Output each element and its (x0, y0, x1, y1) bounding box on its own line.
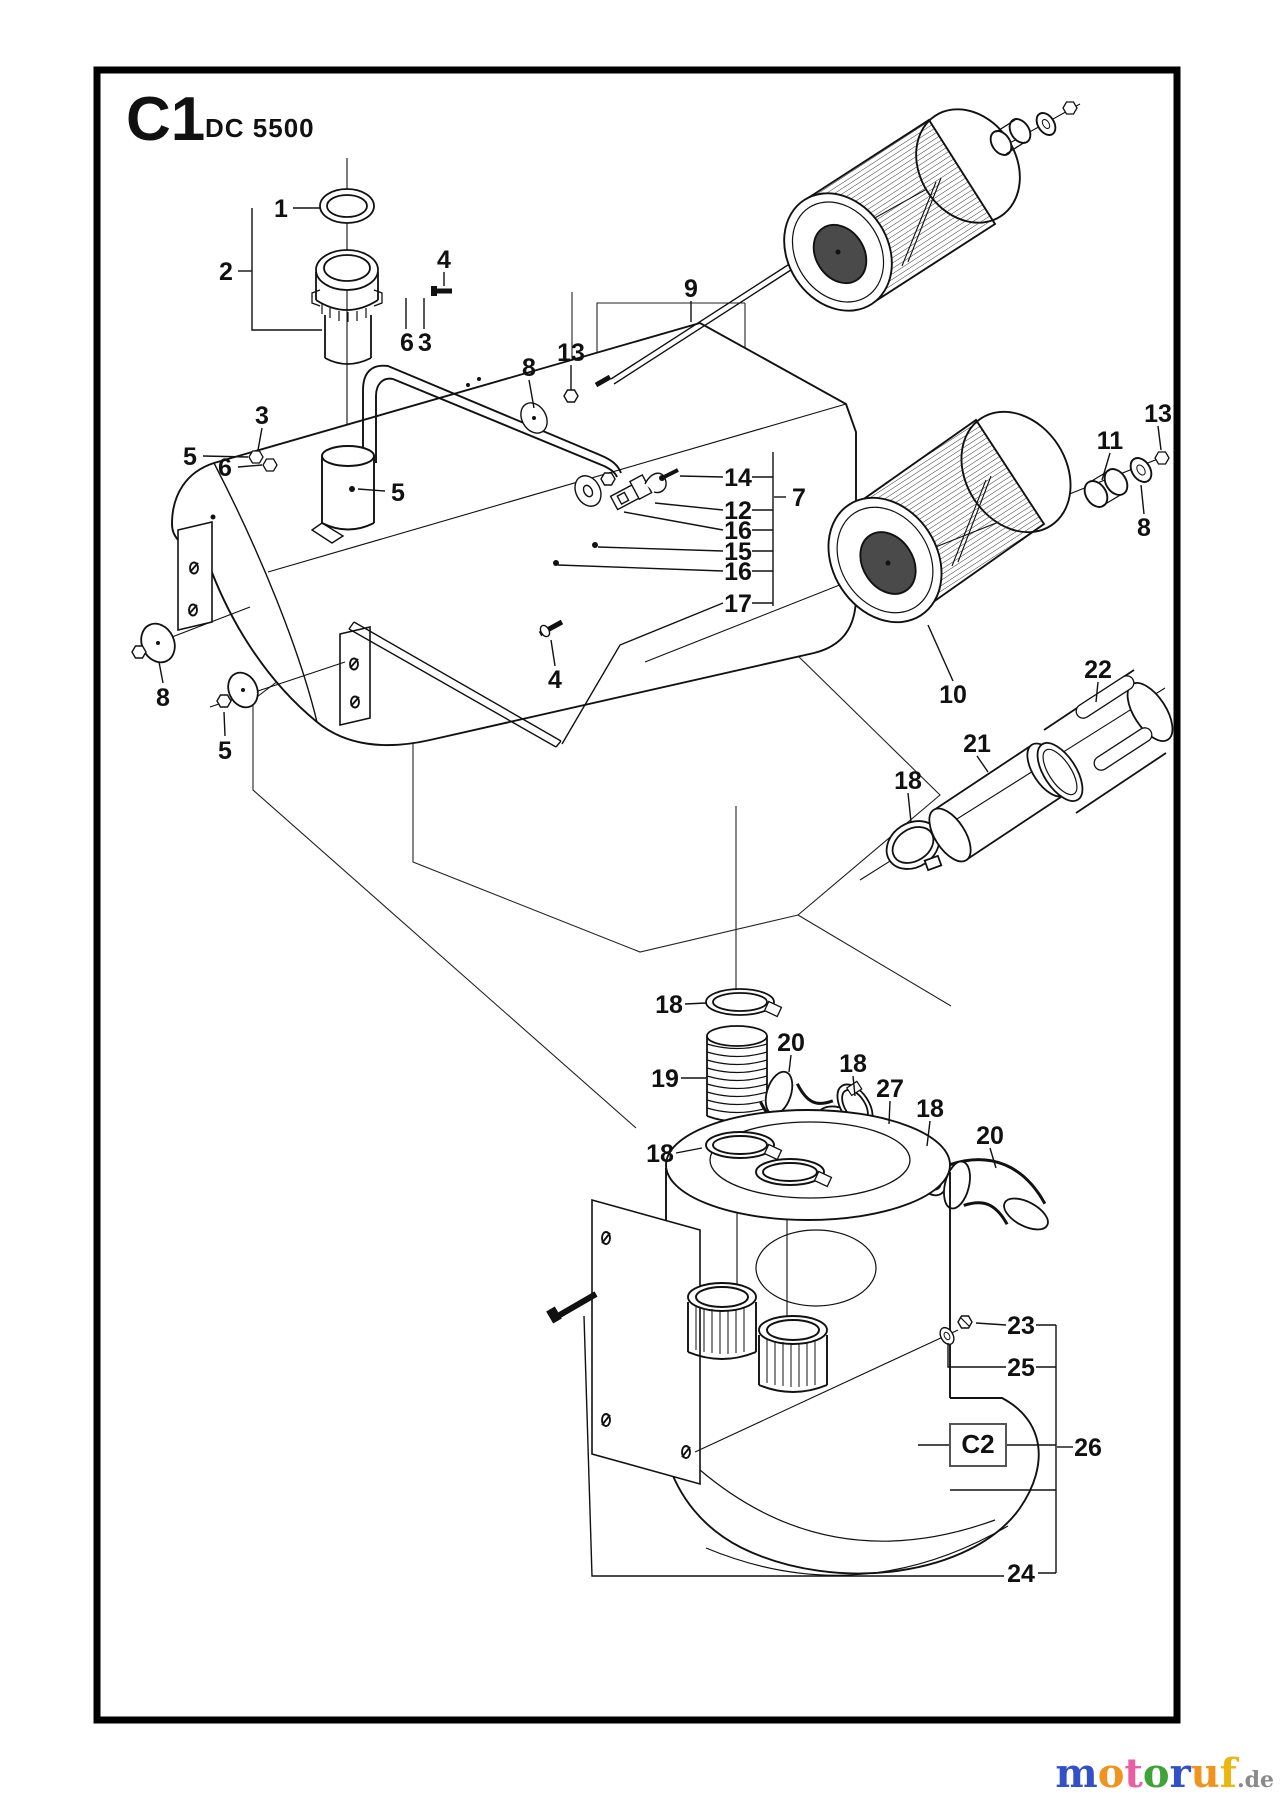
watermark-letter: r (1169, 1750, 1191, 1797)
filter-cartridge-top (762, 90, 1077, 332)
watermark-letter: t (1124, 1750, 1143, 1797)
callout-18: 18 (916, 1095, 944, 1123)
watermark-letter: f (1219, 1750, 1237, 1797)
callout-leader-14 (680, 476, 723, 477)
callout-9: 9 (684, 275, 698, 303)
callout-4: 4 (437, 246, 451, 274)
bellows-hose-19 (707, 1026, 767, 1122)
callout-16: 16 (724, 517, 752, 545)
callout-18: 18 (894, 767, 922, 795)
watermark-letter: u (1190, 1750, 1220, 1797)
callout-23: 23 (1007, 1312, 1035, 1340)
callout-8: 8 (522, 354, 536, 382)
callout-leader-13 (1158, 426, 1161, 450)
callout-3: 3 (418, 329, 432, 357)
callout-13: 13 (1144, 400, 1172, 428)
callout-2: 2 (219, 258, 233, 286)
callout-6: 6 (400, 329, 414, 357)
callout-7: 7 (792, 484, 806, 512)
watermark-letter: m (1055, 1750, 1098, 1797)
watermark-letter: o (1097, 1750, 1125, 1797)
callout-1: 1 (274, 195, 288, 223)
blower-mount-plate (592, 1200, 700, 1484)
callout-25: 25 (1007, 1354, 1035, 1382)
callout-leader-23 (976, 1323, 1006, 1325)
callout-leader-8 (1141, 485, 1144, 514)
callout-leader-20 (789, 1055, 791, 1072)
mounting-plate-left (178, 522, 212, 630)
callout-11: 11 (1096, 427, 1124, 455)
callout-10: 10 (939, 681, 967, 709)
elbow-20-right (940, 1159, 1053, 1236)
callout-leader-21 (977, 756, 988, 772)
callout-leader-27 (889, 1101, 890, 1124)
callout-14: 14 (724, 464, 752, 492)
callout-20: 20 (777, 1029, 805, 1057)
callout-leader-25 (948, 1343, 1006, 1367)
callout-12: 12 (724, 497, 752, 525)
watermark-tld: .de (1236, 1767, 1274, 1793)
callout-26: 26 (1074, 1434, 1102, 1462)
callout-18: 18 (646, 1140, 674, 1168)
callout-leader-10 (928, 625, 953, 681)
blower-motor-can (666, 1110, 950, 1398)
callout-5: 5 (183, 443, 197, 471)
callout-18: 18 (655, 991, 683, 1019)
callout-19: 19 (651, 1065, 679, 1093)
watermark-letter: o (1142, 1750, 1170, 1797)
callout-leader-8 (159, 662, 163, 683)
callout-24: 24 (1007, 1560, 1035, 1588)
gasket-ring (320, 189, 374, 223)
callout-5: 5 (218, 737, 232, 765)
callout-20: 20 (976, 1122, 1004, 1150)
callout-leader-18 (685, 1003, 706, 1004)
screw-4-top (431, 286, 452, 296)
callout-22: 22 (1084, 656, 1112, 684)
callout-8: 8 (156, 684, 170, 712)
c2-reference-box (950, 1424, 1006, 1466)
c2-label: C2 (961, 1429, 995, 1459)
hose-clamp-bellows-top (706, 989, 781, 1016)
callout-4: 4 (548, 666, 562, 694)
watermark (1055, 1750, 1274, 1797)
callout-21: 21 (963, 730, 991, 758)
mounting-plate-right (340, 627, 370, 725)
callout-leader-5 (224, 712, 225, 736)
callout-6: 6 (218, 454, 232, 482)
mount-bolt-24 (546, 1294, 596, 1324)
callout-5: 5 (391, 479, 405, 507)
callout-leader-3 (258, 428, 262, 450)
callout-leader-18 (908, 793, 911, 822)
callout-27: 27 (876, 1075, 904, 1103)
page-title: C1 (126, 85, 206, 154)
callout-8: 8 (1137, 514, 1151, 542)
callout-18: 18 (839, 1050, 867, 1078)
callout-16: 16 (724, 558, 752, 586)
callout-3: 3 (255, 402, 269, 430)
model-label: DC 5500 (205, 113, 315, 143)
callout-17: 17 (724, 590, 752, 618)
callout-15: 15 (724, 538, 752, 566)
callout-13: 13 (557, 339, 585, 367)
